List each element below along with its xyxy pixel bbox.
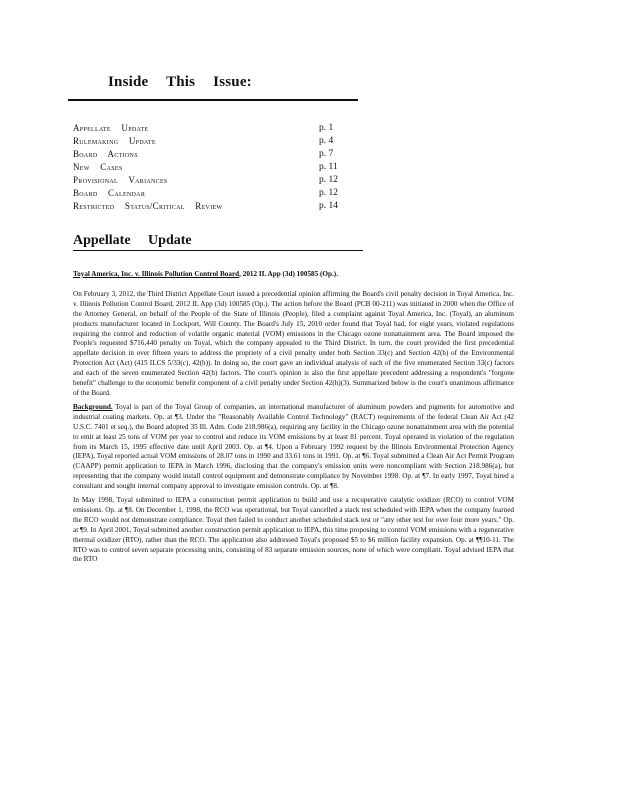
toc-item-page: p. 12 bbox=[319, 175, 338, 185]
toc-item-label: Restricted Status/Critical Review bbox=[73, 201, 223, 211]
case-citation: , 2012 IL App (3d) 100585 (Op.). bbox=[239, 270, 338, 278]
table-of-contents bbox=[73, 122, 353, 213]
toc-item[interactable] bbox=[73, 161, 353, 174]
toc-item-page: p. 7 bbox=[319, 149, 334, 159]
toc-item-label: Rulemaking Update bbox=[73, 136, 156, 146]
toc-item[interactable] bbox=[73, 200, 353, 213]
toc-item-label: Board Calendar bbox=[73, 188, 146, 198]
toc-item-page: p. 14 bbox=[319, 201, 338, 211]
section-heading: Appellate Update bbox=[73, 233, 192, 248]
inside-this-issue-heading: Inside This Issue: bbox=[108, 74, 252, 90]
paragraph-text: Toyal is part of the Toyal Group of companies, an international manufacturer of aluminum powders and pigments for automotive and industrial coating markets. Op. at ¶3. Under the "Reasonably Available Control Technology" (RACT) requirements of the federal Clean Air Act (42 U.S.C. 7401 et seq.), the Board adopted 35 Ill. Adm. Code 218.986(a), requiring any facility in the Chicago ozone nonattainment area with the potential to emit at least 25 tons of VOM per year to control and reduce its VOM emissions by at least 81 percent. Toyal operated in violation of the regulation from its March 15, 1995 effective date until April 2003. Op. at ¶4. Upon a February 1992 request by the Illinois Environmental Protection Agency (IEPA), Toyal reported actual VOM emissions of 28.07 tons in 1990 and 33.61 tons in 1991. Op. at ¶6. Toyal submitted a Clean Air Act Permit Program (CAAPP) permit application to IEPA in March 1996, disclosing that the company's emission units were noncompliant with Section 218.986(a), but representing that the company would install control equipment and demonstrate compliance by November 1998. Op. at ¶7. In early 1997, Toyal hired a consultant and sought internal company approval to investigate emission controls. Op. at ¶8. bbox=[73, 402, 514, 491]
paragraph-lead: Background. bbox=[73, 402, 113, 411]
toc-item-page: p. 1 bbox=[319, 123, 334, 133]
toc-item-page: p. 12 bbox=[319, 188, 338, 198]
section-rule bbox=[73, 250, 363, 251]
case-title bbox=[73, 270, 514, 280]
paragraph-text: In May 1998, Toyal submitted to IEPA a construction permit application to build and use a recuperative catalytic oxidizer (RCO) to control VOM emissions. Op. at ¶8. On December 1, 1998, the RCO was operational, but Toyal cancelled a stack test scheduled with IEPA when the company learned the RCO would not demonstrate compliance. Toyal then failed to conduct another scheduled stack test or "any other test for over four more years." Op. at ¶9. In April 2001, Toyal submitted another construction permit application to IEPA, this time proposing to control VOM emissions with a regenerative thermal oxidizer (RTO), rather than the RCO. The application also addressed Toyal's proposed $5 to $6 million facility expansion. Op. at ¶¶10-11. The RTO was to control seven separate processing units, consisting of 83 separate emission sources, none of which were compliant. Toyal advised IEPA that the RTO bbox=[73, 496, 514, 564]
toc-item-label: Provisional Variances bbox=[73, 175, 168, 185]
heading-rule bbox=[68, 99, 358, 101]
toc-item[interactable] bbox=[73, 187, 353, 200]
toc-item-page: p. 11 bbox=[319, 162, 338, 172]
toc-item-label: Appellate Update bbox=[73, 123, 149, 133]
case-name: Toyal America, Inc. v. Illinois Pollution Control Board bbox=[73, 270, 240, 278]
article-body bbox=[73, 270, 514, 569]
toc-item[interactable] bbox=[73, 122, 353, 135]
paragraph bbox=[73, 496, 514, 565]
toc-item-label: Board Actions bbox=[73, 149, 138, 159]
toc-item[interactable] bbox=[73, 135, 353, 148]
toc-item-page: p. 4 bbox=[319, 136, 334, 146]
toc-item[interactable] bbox=[73, 174, 353, 187]
paragraph-text: On February 3, 2012, the Third District Appellate Court issued a precedential opinion affirming the Board's civil penalty decision in Toyal America, Inc. v. Illinois Pollution Control Board, 2012 IL App (3d) 100585 (Op.). The action before the Board (PCB 00-211) was initiated in 2000 when the Office of the Attorney General, on behalf of the People of the State of Illinois (People), filed a complaint against Toyal America, Inc. (Toyal), an aluminum products manufacturer located in Lockport, Will County. The Board's July 15, 2010 order found that Toyal had, for eight years, violated regulations requiring the control and reduction of volatile organic material (VOM) emissions in the Chicago ozone nonattainment area. The Board imposed the People's requested $716,440 penalty on Toyal, which the company appealed to the Third District. In turn, the court provided the first precedential appellate decision in over fifteen years to address the propriety of a civil penalty under both Section 33(c) and Section 42(h) of the Environmental Protection Act (Act) (415 ILCS 5/33(c), 42(h)). In doing so, the court gave an individual analysis of each of the five enumerated Section 33(c) factors and each of the seven enumerated Section 42(h) factors. The court's opinion is also the first appellate precedent addressing a respondent's "forgone benefit" challenge to the economic benefit component of a civil penalty under Section 42(h)(3). Summarized below is the court's unanimous affirmance of the Board. bbox=[73, 289, 514, 397]
toc-item[interactable] bbox=[73, 148, 353, 161]
paragraph bbox=[73, 403, 514, 492]
toc-item-label: New Cases bbox=[73, 162, 123, 172]
paragraph bbox=[73, 290, 514, 399]
